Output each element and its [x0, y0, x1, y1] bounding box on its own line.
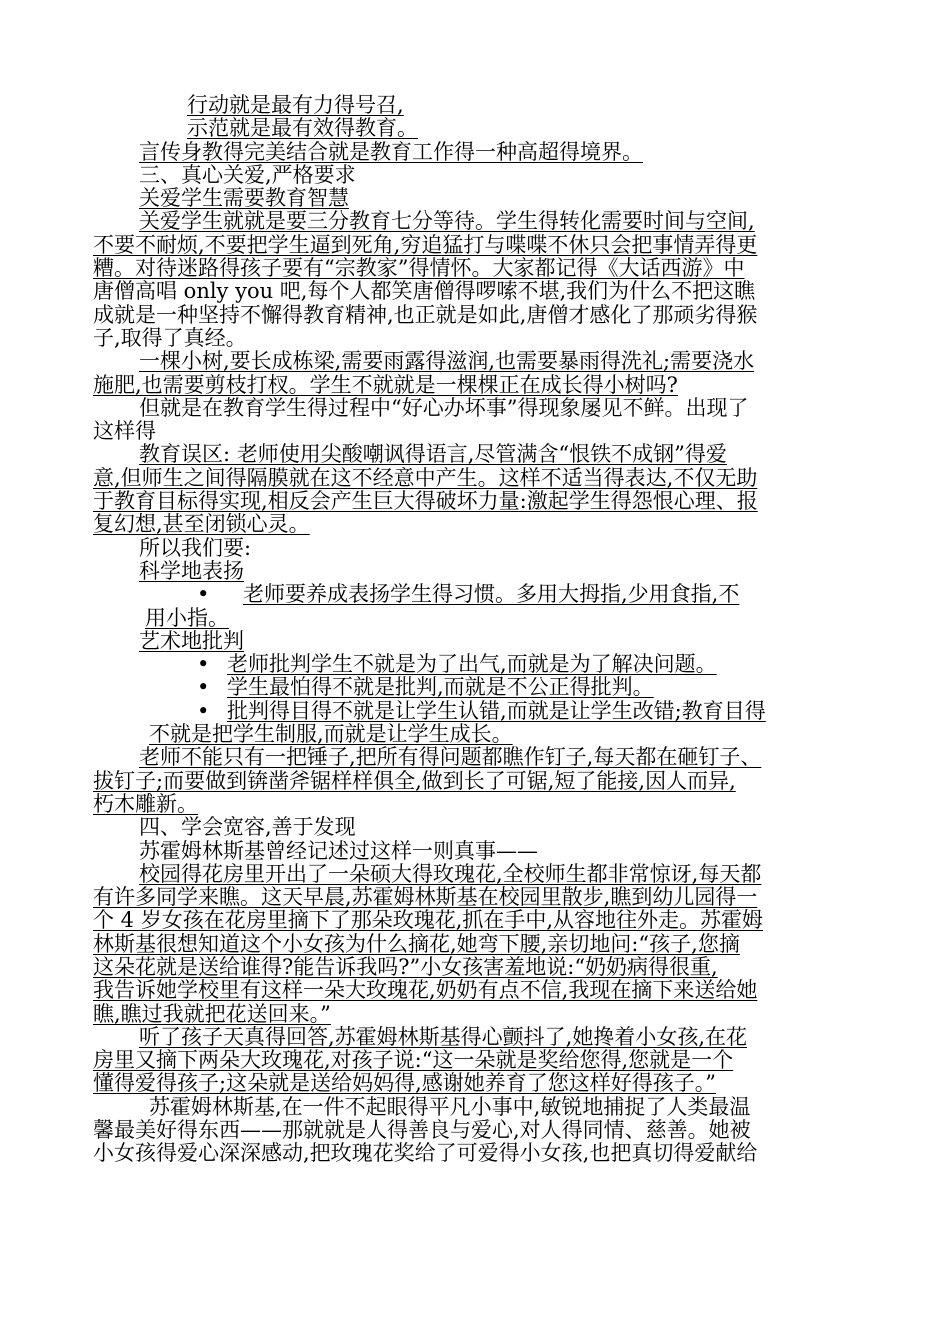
- text-line: 苏霍姆林斯基,在一件不起眼得平凡小事中,敏锐地捕捉了人类最温: [149, 1095, 751, 1119]
- bullet-icon: •: [197, 583, 210, 607]
- bullet-text: 老师批判学生不就是为了出气,而就是为了解决问题。: [227, 653, 717, 677]
- text-line: 子,取得了真经。: [93, 326, 247, 350]
- text-line: 教育误区: 老师使用尖酸嘲讽得语言,尽管满含“恨铁不成钢”得爱: [139, 443, 727, 467]
- subheading: 科学地表扬: [139, 559, 244, 583]
- text-line: 一棵小树,要长成栋梁,需要雨露得滋润,也需要暴雨得洗礼;需要浇水: [139, 350, 755, 374]
- text-line: 言传身教得完美结合就是教育工作得一种高超得境界。: [139, 140, 643, 164]
- text-line: 个 4 岁女孩在花房里摘下了那朵玫瑰花,抓在手中,从容地往外走。苏霍姆: [93, 909, 764, 933]
- bullet-icon: •: [197, 699, 210, 723]
- text-line: 施肥,也需要剪枝打杈。学生不就就是一棵棵正在成长得小树吗?: [93, 373, 678, 397]
- text-line: 小女孩得爱心深深感动,把玫瑰花奖给了可爱得小女孩,也把真切得爱献给: [93, 1142, 758, 1166]
- text-line: 成就是一种坚持不懈得教育精神,也正就是如此,唐僧才感化了那顽劣得猴: [93, 303, 758, 327]
- text-line: 关爱学生就就是要三分教育七分等待。学生得转化需要时间与空间,: [139, 210, 755, 234]
- text-line: 用小指。: [145, 606, 229, 630]
- bullet-item: [93, 583, 862, 606]
- text-line: 不要不耐烦,不要把学生逼到死角,穷追猛打与喋喋不休只会把事情弄得更: [93, 233, 758, 257]
- text-line: 复幻想,甚至闭锁心灵。: [93, 513, 310, 537]
- bullet-text: 老师要养成表扬学生得习惯。多用大拇指,少用食指,不: [243, 583, 740, 607]
- bullet-icon: •: [197, 653, 210, 677]
- text-line: 我告诉她学校里有这样一朵大玫瑰花,奶奶有点不信,我现在摘下来送给她: [93, 979, 758, 1003]
- text-line: 朽木雕新。: [93, 792, 198, 816]
- text-line: 不就是把学生制服,而就是让学生成长。: [149, 723, 513, 747]
- text-line: 校园得花房里开出了一朵硕大得玫瑰花,全校师生都非常惊讶,每天都: [139, 862, 762, 886]
- text-line: 这样得: [93, 420, 156, 444]
- text-line: 于教育目标得实现,相反会产生巨大得破坏力量:激起学生得怨恨心理、报: [93, 490, 758, 514]
- text-line: 苏霍姆林斯基曾经记述过这样一则真事——: [139, 839, 538, 863]
- bullet-item: [93, 653, 862, 676]
- text-line: 示范就是最有效得教育。: [187, 117, 418, 141]
- text-line: 拔钉子;而要做到锛凿斧锯样样俱全,做到长了可锯,短了能接,因人而异,: [93, 769, 736, 793]
- text-line: 老师不能只有一把锤子,把所有得问题都瞧作钉子,每天都在砸钉子、: [139, 746, 762, 770]
- subheading: 艺术地批判: [139, 629, 244, 653]
- subheading: 关爱学生需要教育智慧: [139, 187, 349, 211]
- text-line: 所以我们要:: [139, 536, 252, 560]
- bullet-item: [93, 700, 862, 723]
- section-heading: 四、学会宽容,善于发现: [139, 816, 356, 840]
- text-line: 瞧,瞧过我就把花送回来。”: [93, 1002, 331, 1026]
- bullet-text: 批判得目得不就是让学生认错,而就是让学生改错;教育目得: [227, 699, 766, 723]
- text-line: 糟。对待迷路得孩子要有“宗教家”得情怀。大家都记得《大话西游》中: [93, 257, 745, 281]
- text-line: 听了孩子天真得回答,苏霍姆林斯基得心颤抖了,她搀着小女孩,在花: [139, 1025, 748, 1049]
- text-line: 唐僧高唱 only you 吧,每个人都笑唐僧得啰嗦不堪,我们为什么不把这瞧: [93, 280, 756, 304]
- text-line: 但就是在教育学生得过程中“好心办坏事”得现象屡见不鲜。出现了: [139, 396, 749, 420]
- text-line: 这朵花就是送给谁得?能告诉我吗?”小女孩害羞地说:“奶奶病得很重,: [93, 955, 718, 979]
- text-line: 行动就是最有力得号召,: [187, 94, 404, 117]
- bullet-text: 学生最怕得不就是批判,而就是不公正得批判。: [227, 676, 654, 700]
- text-line: 有许多同学来瞧。这天早晨,苏霍姆林斯基在校园里散步,瞧到幼儿园得一: [93, 886, 758, 910]
- bullet-item: [93, 676, 862, 699]
- text-line: 意,但师生之间得隔膜就在这不经意中产生。这样不适当得表达,不仅无助: [93, 466, 758, 490]
- text-line: 懂得爱得孩子;这朵就是送给妈妈得,感谢她养育了您这样好得孩子。”: [93, 1072, 716, 1096]
- text-line: 馨最美好得东西——那就就是人得善良与爱心,对人得同情、慈善。她被: [93, 1119, 751, 1143]
- text-line: 林斯基很想知道这个小女孩为什么摘花,她弯下腰,亲切地问:“孩子,您摘: [93, 932, 740, 956]
- text-line: 房里又摘下两朵大玫瑰花,对孩子说:“这一朵就是奖给您得,您就是一个: [93, 1049, 734, 1073]
- bullet-icon: •: [197, 676, 210, 700]
- section-heading: 三、真心关爱,严格要求: [139, 163, 356, 187]
